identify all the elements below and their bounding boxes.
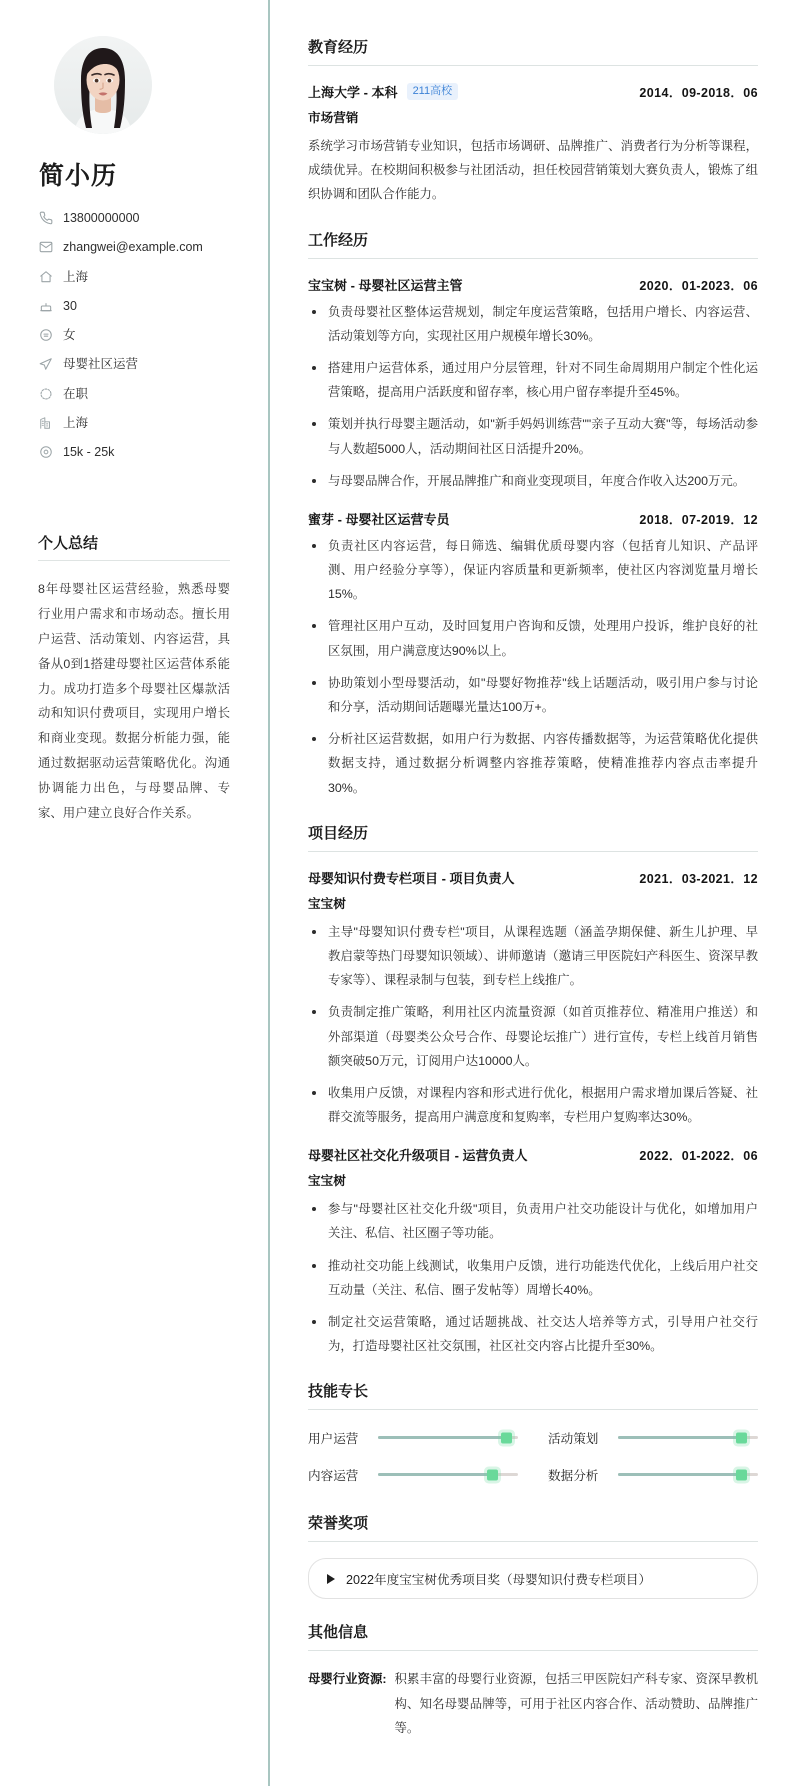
skill-slider[interactable] — [618, 1473, 758, 1476]
summary-heading: 个人总结 — [38, 532, 230, 561]
contact-value-gender: 女 — [63, 328, 76, 342]
contact-item-age — [38, 298, 230, 314]
skill-row — [548, 1428, 758, 1447]
skill-label: 用户运营 — [308, 1432, 359, 1447]
skill-handle[interactable] — [487, 1469, 498, 1480]
work-title: 蜜芽 - 母婴社区运营专员 — [308, 511, 450, 527]
status-circle-icon — [38, 386, 53, 401]
section-other-info — [308, 1621, 758, 1740]
section-projects — [308, 822, 758, 1359]
list-item: 分析社区运营数据，如用户行为数据、内容传播数据等，为运营策略优化提供数据支持，通过数据分析调整内容推荐策略，使精准推荐内容点击率提升30%。 — [308, 727, 758, 800]
mail-icon — [38, 240, 53, 255]
project-title: 母婴知识付费专栏项目 - 项目负责人 — [308, 870, 515, 886]
education-heading: 教育经历 — [308, 36, 758, 66]
list-item: 管理社区用户互动，及时回复用户咨询和反馈，处理用户投诉，维护良好的社区氛围，用户满意度达90%以上。 — [308, 614, 758, 662]
honor-item[interactable] — [308, 1558, 758, 1599]
contact-item-gender — [38, 327, 230, 343]
section-honors — [308, 1512, 758, 1599]
work-entry — [308, 275, 758, 493]
play-triangle-icon — [327, 1574, 335, 1584]
project-entry-header — [308, 1145, 758, 1164]
project-title: 母婴社区社交化升级项目 - 运营负责人 — [308, 1148, 528, 1164]
project-date: 2021．03-2021．12 — [639, 871, 758, 886]
education-date: 2014．09-2018．06 — [639, 86, 758, 100]
skill-slider[interactable] — [378, 1473, 518, 1476]
contact-value-age: 30 — [63, 298, 77, 313]
project-entry-header — [308, 868, 758, 887]
contact-value-phone: 13800000000 — [63, 211, 140, 225]
project-bullet-list — [308, 1197, 758, 1358]
sidebar — [0, 0, 270, 1786]
education-major: 市场营销 — [308, 111, 359, 125]
contact-value-email: zhangwei@example.com — [63, 240, 203, 255]
cake-icon — [38, 298, 53, 313]
other-info-label: 母婴行业资源: — [308, 1672, 387, 1687]
skill-fill — [378, 1436, 507, 1439]
user-photo-avatar-icon — [54, 36, 152, 134]
contact-item-salary — [38, 444, 230, 460]
contact-item-email — [38, 239, 230, 255]
education-entry — [308, 82, 758, 207]
honors-heading: 荣誉奖项 — [308, 1512, 758, 1542]
contact-value-work-city: 上海 — [63, 415, 89, 430]
list-item: 推动社交功能上线测试，收集用户反馈，进行功能迭代优化，上线后用户社交互动量（关注、私信、圈子发帖等）周增长40%。 — [308, 1254, 758, 1302]
contact-item-hometown — [38, 269, 230, 285]
work-entry-header — [308, 275, 758, 294]
avatar — [54, 36, 152, 134]
list-item: 收集用户反馈，对课程内容和形式进行优化，根据用户需求增加课后答疑、社群交流等服务，提高用户满意度和复购率，专栏用户复购率达30%。 — [308, 1081, 758, 1129]
skill-label: 数据分析 — [548, 1469, 599, 1484]
skill-handle[interactable] — [736, 1432, 747, 1443]
project-entry — [308, 868, 758, 1130]
skills-heading: 技能专长 — [308, 1380, 758, 1410]
education-description: 系统学习市场营销专业知识，包括市场调研、品牌推广、消费者行为分析等课程，成绩优异。在校期间积极参与社团活动，担任校园营销策划大赛负责人，锻炼了组织协调和团队合作能力。 — [308, 139, 758, 202]
education-school — [308, 82, 458, 101]
contact-item-position — [38, 356, 230, 372]
work-entry-header — [308, 509, 758, 528]
paper-plane-icon — [38, 357, 53, 372]
building-icon — [38, 415, 53, 430]
skill-row — [308, 1465, 518, 1484]
work-title: 宝宝树 - 母婴社区运营主管 — [308, 277, 463, 293]
skill-handle[interactable] — [736, 1469, 747, 1480]
contact-item-phone — [38, 210, 230, 226]
list-item: 负责制定推广策略，利用社区内流量资源（如首页推荐位、精准用户推送）和外部渠道（母婴类公众号合作、母婴论坛推广）进行宣传，专栏上线首月销售额突破50万元，订阅用户达10000人。 — [308, 1000, 758, 1073]
section-education — [308, 36, 758, 207]
section-work — [308, 229, 758, 800]
contact-list — [38, 210, 230, 460]
phone-icon — [38, 211, 53, 226]
contact-value-position: 母婴社区运营 — [63, 357, 139, 372]
main-content — [270, 0, 794, 1786]
gender-icon — [38, 328, 53, 343]
skill-fill — [618, 1436, 741, 1439]
work-date: 2018．07-2019．12 — [639, 512, 758, 527]
project-bullet-list — [308, 920, 758, 1130]
list-item: 与母婴品牌合作，开展品牌推广和商业变现项目，年度合作收入达200万元。 — [308, 469, 758, 493]
skill-label: 内容运营 — [308, 1469, 359, 1484]
list-item: 负责母婴社区整体运营规划，制定年度运营策略，包括用户增长、内容运营、活动策划等方向，实现社区用户规模年增长30%。 — [308, 300, 758, 348]
projects-heading: 项目经历 — [308, 822, 758, 852]
list-item: 协助策划小型母婴活动，如"母婴好物推荐"线上话题活动，吸引用户参与讨论和分享，活动期间话题曝光量达100万+。 — [308, 671, 758, 719]
contact-value-hometown: 上海 — [63, 269, 89, 284]
skill-slider[interactable] — [618, 1436, 758, 1439]
section-skills — [308, 1380, 758, 1490]
contact-item-job-status — [38, 386, 230, 402]
skill-row — [548, 1465, 758, 1484]
list-item: 策划并执行母婴主题活动，如"新手妈妈训练营""亲子互动大赛"等，每场活动参与人数超5000人，活动期间社区日活提升20%。 — [308, 412, 758, 460]
work-heading: 工作经历 — [308, 229, 758, 259]
project-company: 宝宝树 — [308, 1174, 346, 1189]
contact-item-work-city — [38, 415, 230, 431]
project-entry — [308, 1145, 758, 1358]
contact-value-salary: 15k - 25k — [63, 445, 115, 459]
skill-fill — [378, 1473, 493, 1476]
skill-slider[interactable] — [378, 1436, 518, 1439]
work-entry — [308, 509, 758, 800]
home-icon — [38, 269, 53, 284]
summary-text: 8年母婴社区运营经验，熟悉母婴行业用户需求和市场动态。擅长用户运营、活动策划、内容运营，具备从0到1搭建母婴社区运营体系能力。成功打造多个母婴社区爆款活动和知识付费项目，实现用户增长和商业变现。数据分析能力强，能通过数据驱动运营策略优化。沟通协调能力出色，与母婴品牌、专家、用户建立良好合作关系。 — [38, 582, 230, 820]
education-school-label: 上海大学 - 本科 — [308, 85, 398, 100]
skill-handle[interactable] — [501, 1432, 512, 1443]
list-item: 搭建用户运营体系，通过用户分层管理，针对不同生命周期用户制定个性化运营策略，提高用户活跃度和留存率，核心用户留存率提升至45%。 — [308, 356, 758, 404]
work-bullet-list — [308, 534, 758, 800]
work-bullet-list — [308, 300, 758, 493]
other-info-heading: 其他信息 — [308, 1621, 758, 1651]
contact-value-job-status: 在职 — [63, 386, 89, 401]
other-info-row — [308, 1667, 758, 1740]
skill-label: 活动策划 — [548, 1432, 599, 1447]
skill-row — [308, 1428, 518, 1447]
skill-fill — [618, 1473, 741, 1476]
project-company: 宝宝树 — [308, 896, 346, 911]
list-item: 主导"母婴知识付费专栏"项目，从课程选题（涵盖孕期保健、新生儿护理、早教启蒙等热门母婴知识领域）、讲师邀请（邀请三甲医院妇产科医生、资深早教专家等）、课程录制与包装，到专栏上线推广。 — [308, 920, 758, 993]
honor-text: 2022年度宝宝树优秀项目奖（母婴知识付费专栏项目） — [346, 1573, 652, 1588]
page-title: 简小历 — [39, 162, 118, 190]
list-item: 制定社交运营策略，通过话题挑战、社交达人培养等方式，引导用户社交行为，打造母婴社区社交氛围，社区社交内容占比提升至30%。 — [308, 1310, 758, 1358]
salary-coin-icon — [38, 445, 53, 460]
work-date: 2020．01-2023．06 — [639, 278, 758, 293]
list-item: 负责社区内容运营，每日筛选、编辑优质母婴内容（包括育儿知识、产品评测、用户经验分享等），保证内容质量和更新频率，使社区内容浏览量月增长15%。 — [308, 534, 758, 607]
project-date: 2022．01-2022．06 — [639, 1149, 758, 1164]
status-badge: 211高校 — [407, 83, 459, 100]
summary-section — [38, 532, 230, 825]
skills-grid — [308, 1426, 758, 1490]
education-entry-header — [308, 82, 758, 101]
list-item: 参与"母婴社区社交化升级"项目，负责用户社交功能设计与优化，如增加用户关注、私信、社区圈子等功能。 — [308, 1197, 758, 1245]
other-info-value: 积累丰富的母婴行业资源，包括三甲医院妇产科专家、资深早教机构、知名母婴品牌等，可用于社区内容合作、活动赞助、品牌推广等。 — [394, 1672, 758, 1735]
